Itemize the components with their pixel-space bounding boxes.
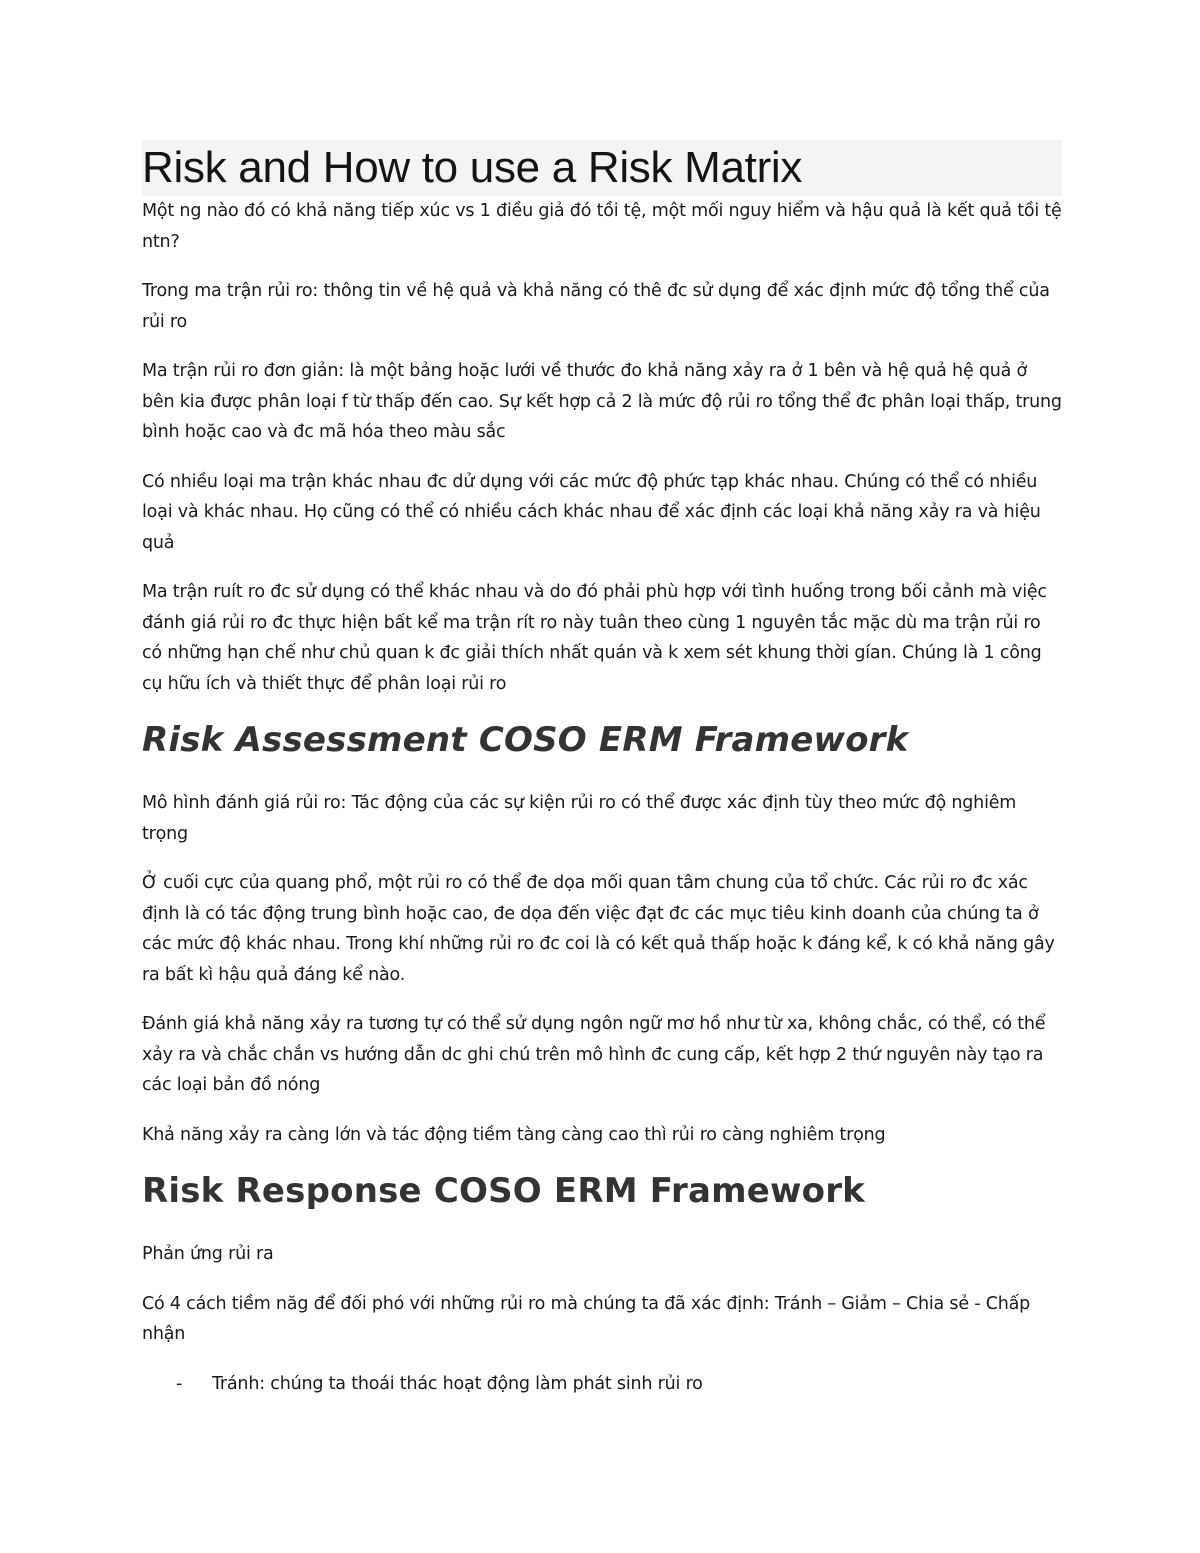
intro-paragraph: Có nhiều loại ma trận khác nhau đc dử dụng với các mức độ phức tạp khác nhau. Chúng có thể có nhiều loại và khác nhau. Họ cũng có thể có nhiều cách khác nhau để xác định các loại khả năng xảy ra và hiệu quả: [142, 471, 1041, 553]
intro-paragraph: Trong ma trận rủi ro: thông tin về hệ quả và khả năng có thê đc sử dụng để xác định mức độ tổng thể của rủi ro: [142, 281, 1050, 332]
assessment-paragraph: Khả năng xảy ra càng lớn và tác động tiềm tàng càng cao thì rủi ro càng nghiêm trọng: [142, 1124, 886, 1145]
response-paragraph: Phản ứng rủi ra: [142, 1244, 274, 1264]
document-title: Risk and How to use a Risk Matrix: [142, 140, 1062, 196]
intro-paragraph: Ma trận ruít ro đc sử dụng có thể khác nhau và do đó phải phù hợp với tình huống trong bối cảnh mà việc đánh giá rủi ro đc thực hiện bất kể ma trận rít ro này tuân theo cùng 1 nguyên tắc mặc dù ma trận rủi ro có những hạn chế như chủ quan k đc giải thích nhất quán và k xem sét khung thời gían. Chúng là 1 công cụ hữu ích và thiết thực để phân loại rủi ro: [142, 582, 1047, 694]
assessment-paragraph: Đánh giá khả năng xảy ra tương tự có thể sử dụng ngôn ngữ mơ hồ như từ xa, không chắc, có thể, có thể xảy ra và chắc chắn vs hướng dẫn dc ghi chú trên mô hình đc cung cấp, kết hợp 2 thứ nguyên này tạo ra các loại bản đồ nóng: [142, 1014, 1046, 1095]
intro-paragraph: Một ng nào đó có khả năng tiếp xúc vs 1 điều giả đó tồi tệ, một mối nguy hiểm và hậu quả là kết quả tồi tệ ntn?: [142, 201, 1062, 252]
assessment-paragraph: Mô hình đánh giá rủi ro: Tác động của các sự kiện rủi ro có thể được xác định tùy theo mức độ nghiêm trọng: [142, 793, 1017, 844]
intro-paragraph: Ma trận rủi ro đơn giản: là một bảng hoặc lưới về thước đo khả năng xảy ra ở 1 bên và hệ quả hệ quả ở bên kia được phân loại f từ thấp đến cao. Sự kết hợp cả 2 là mức độ rủi ro tổng thể đc phân loại thấp, trung bình hoặc cao và đc mã hóa theo màu sắc: [142, 361, 1062, 442]
response-paragraph: Có 4 cách tiềm năg để đối phó với những rủi ro mà chúng ta đã xác định: Tránh – Giảm – Chia sẻ - Chấp nhận: [142, 1293, 1031, 1344]
assessment-paragraph: Ở cuối cực của quang phổ, một rủi ro có thể đe dọa mối quan tâm chung của tổ chức. Các rủi ro đc xác định là có tác động trung bình hoặc cao, đe dọa đến việc đạt đc các mục tiêu kinh doanh của chúng ta ở các mức độ khác nhau. Trong khí những rủi ro đc coi là có kết quả thấp hoặc k đáng kể, k có khả năng gây ra bất kì hậu quả đáng kể nào.: [142, 873, 1055, 985]
bullet-dash-icon: -: [176, 1373, 183, 1394]
document-body: [142, 140, 1062, 1399]
bullet-text: Tránh: chúng ta thoái thác hoạt động làm phát sinh rủi ro: [212, 1373, 703, 1394]
section-heading-assessment: Risk Assessment COSO ERM Framework: [142, 720, 909, 760]
bullet-list-item: [142, 1369, 1062, 1400]
section-heading-response: Risk Response COSO ERM Framework: [142, 1171, 865, 1211]
